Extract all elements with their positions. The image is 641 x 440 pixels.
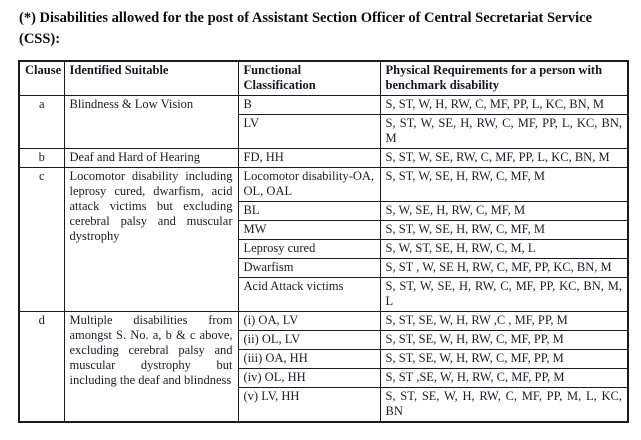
physical-requirements-cell: S, W, SE, H, RW, C, MF, M <box>380 202 628 221</box>
disabilities-table <box>18 60 629 423</box>
functional-classification-cell: (i) OA, LV <box>238 312 380 331</box>
table-body <box>19 96 628 423</box>
header-cell-physical-requirements: Physical Requirements for a person with benchmark disability <box>380 61 628 96</box>
physical-requirements-cell: S, ST ,SE, W, H, RW, C, MF, PP, M <box>380 369 628 388</box>
functional-classification-cell: FD, HH <box>238 149 380 168</box>
functional-classification-cell: Leprosy cured <box>238 240 380 259</box>
identified-suitable-cell-c: Locomotor disability including leprosy cured, dwarfism, acid attack victims but excluding cerebral palsy and muscular dystrophy <box>64 168 238 312</box>
functional-classification-cell: B <box>238 96 380 115</box>
table-row-clause-c-1 <box>19 168 628 202</box>
physical-requirements-cell: S, ST , W, SE H, RW, C, MF, PP, KC, BN, M <box>380 259 628 278</box>
header-cell-functional-classification: Functional Classification <box>238 61 380 96</box>
table-row-clause-a-1 <box>19 96 628 115</box>
physical-requirements-cell: S, ST, SE, W, H, RW ,C , MF, PP, M <box>380 312 628 331</box>
header-cell-identified-suitable: Identified Suitable <box>64 61 238 96</box>
physical-requirements-cell: S, ST, W, H, RW, C, MF, PP, L, KC, BN, M <box>380 96 628 115</box>
functional-classification-cell: (ii) OL, LV <box>238 331 380 350</box>
header-cell-clause: Clause <box>19 61 64 96</box>
functional-classification-cell: Locomotor disability-OA, OL, OAL <box>238 168 380 202</box>
physical-requirements-cell: S, ST, SE, W, H, RW, C, MF, PP, M <box>380 350 628 369</box>
functional-classification-cell: MW <box>238 221 380 240</box>
physical-requirements-cell: S, ST, W, SE, H, RW, C, MF, M <box>380 221 628 240</box>
clause-cell-d: d <box>19 312 64 423</box>
header-row <box>19 61 628 96</box>
functional-classification-cell: (iv) OL, HH <box>238 369 380 388</box>
physical-requirements-cell: S, ST, W, SE, RW, C, MF, PP, L, KC, BN, M <box>380 149 628 168</box>
functional-classification-cell: Acid Attack victims <box>238 278 380 312</box>
functional-classification-cell: Dwarfism <box>238 259 380 278</box>
physical-requirements-cell: S, ST, W, SE, H, RW, C, MF, PP, L, KC, BN, M <box>380 115 628 149</box>
clause-cell-a: a <box>19 96 64 149</box>
functional-classification-cell: (v) LV, HH <box>238 388 380 423</box>
identified-suitable-cell-b: Deaf and Hard of Hearing <box>64 149 238 168</box>
table-row-clause-b-1 <box>19 149 628 168</box>
functional-classification-cell: LV <box>238 115 380 149</box>
document-title: (*) Disabilities allowed for the post of Assistant Section Officer of Central Secretariat Service (CSS): <box>19 10 593 47</box>
functional-classification-cell: BL <box>238 202 380 221</box>
physical-requirements-cell: S, W, ST, SE, H, RW, C, M, L <box>380 240 628 259</box>
functional-classification-cell: (iii) OA, HH <box>238 350 380 369</box>
clause-cell-b: b <box>19 149 64 168</box>
physical-requirements-cell: S, ST, SE, W, H, RW, C, MF, PP, M <box>380 331 628 350</box>
identified-suitable-cell-d: Multiple disabilities from amongst S. No. a, b & c above, excluding cerebral palsy and muscular dystrophy but including the deaf and blindness <box>64 312 238 423</box>
table-row-clause-d-1 <box>19 312 628 331</box>
identified-suitable-cell-a: Blindness & Low Vision <box>64 96 238 149</box>
clause-cell-c: c <box>19 168 64 312</box>
physical-requirements-cell: S, ST, SE, W, H, RW, C, MF, PP, M, L, KC, BN <box>380 388 628 423</box>
physical-requirements-cell: S, ST, W, SE, H, RW, C, MF, PP, KC, BN, M, L <box>380 278 628 312</box>
physical-requirements-cell: S, ST, W, SE, H, RW, C, MF, M <box>380 168 628 202</box>
